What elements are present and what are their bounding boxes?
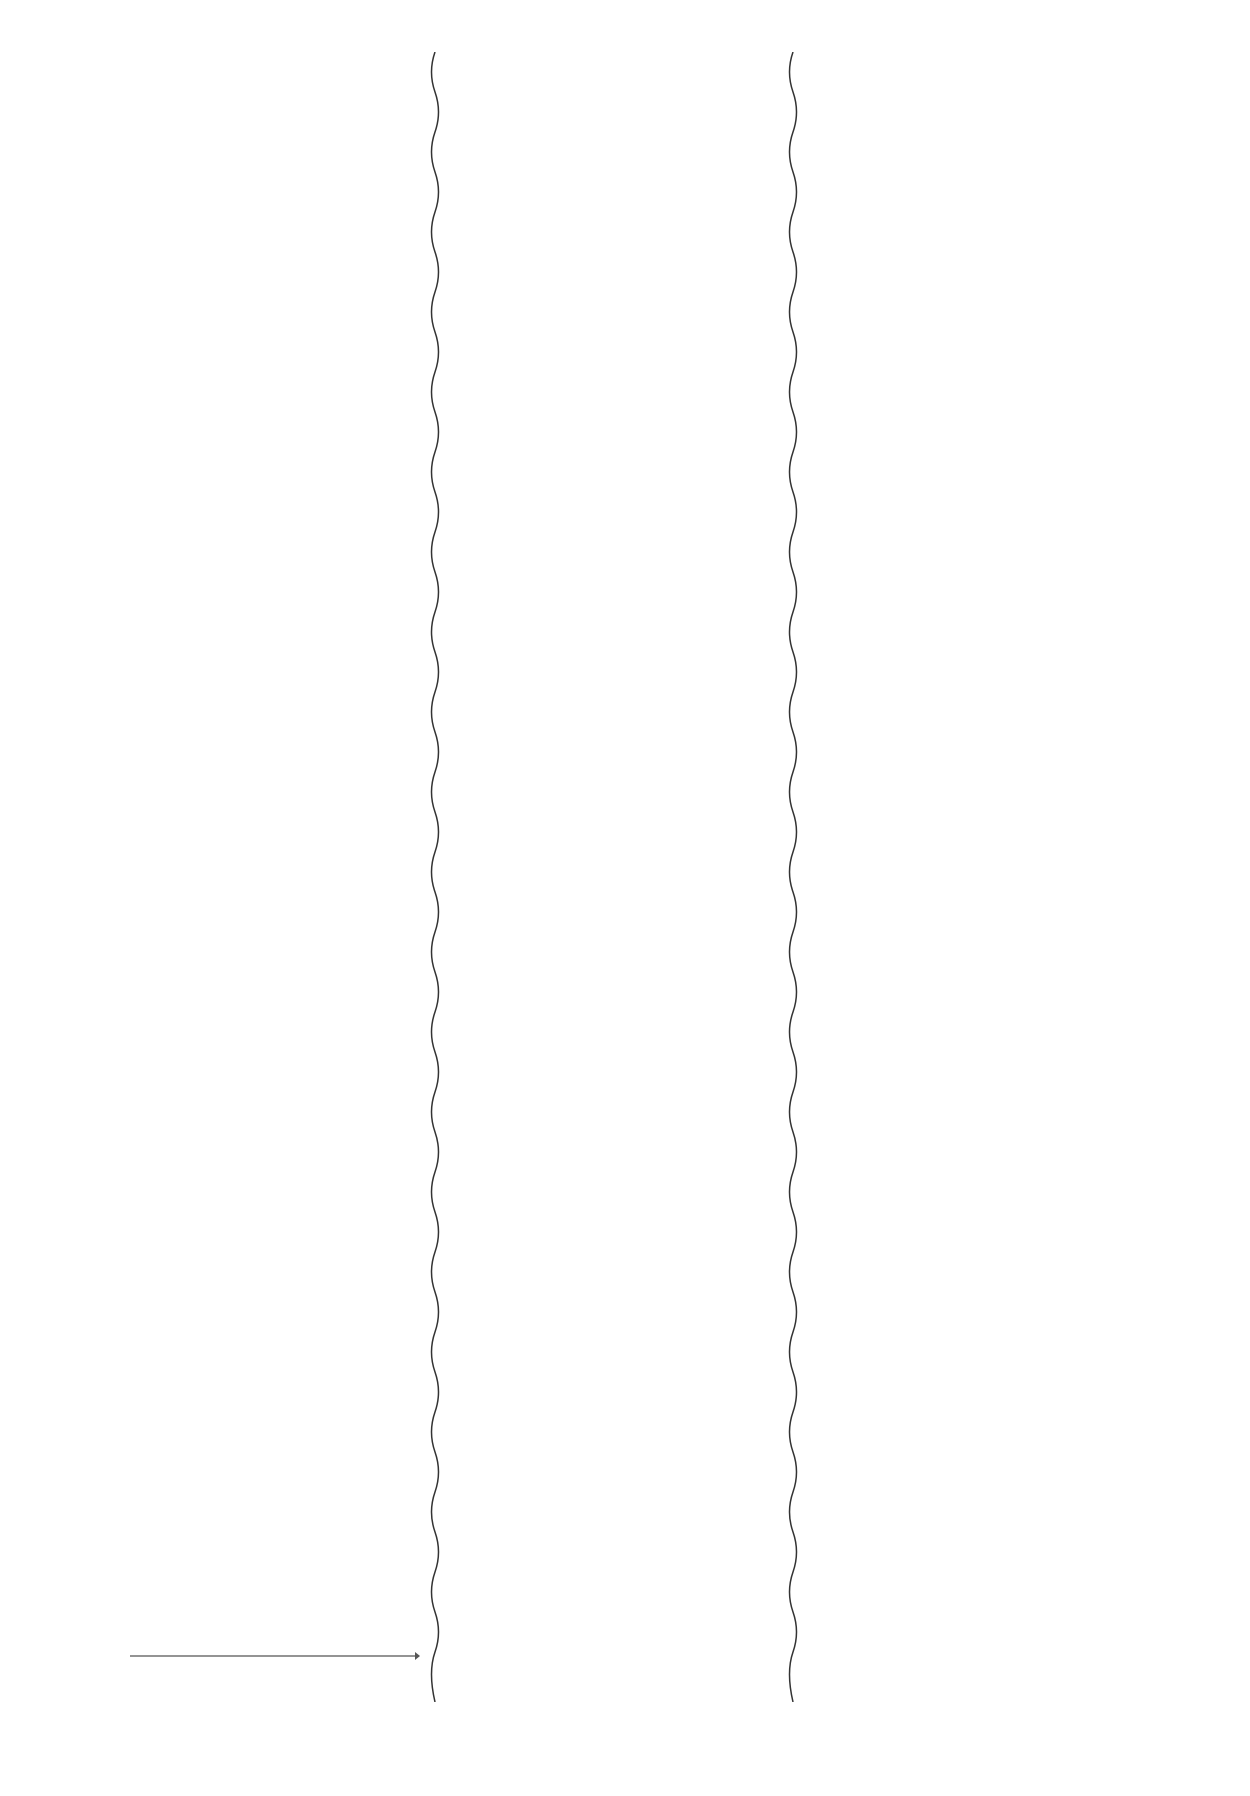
column-divider-left (428, 52, 442, 1702)
number-line-figure (130, 1620, 420, 1680)
column-divider-right (786, 52, 800, 1702)
page-footer (450, 1665, 880, 1695)
